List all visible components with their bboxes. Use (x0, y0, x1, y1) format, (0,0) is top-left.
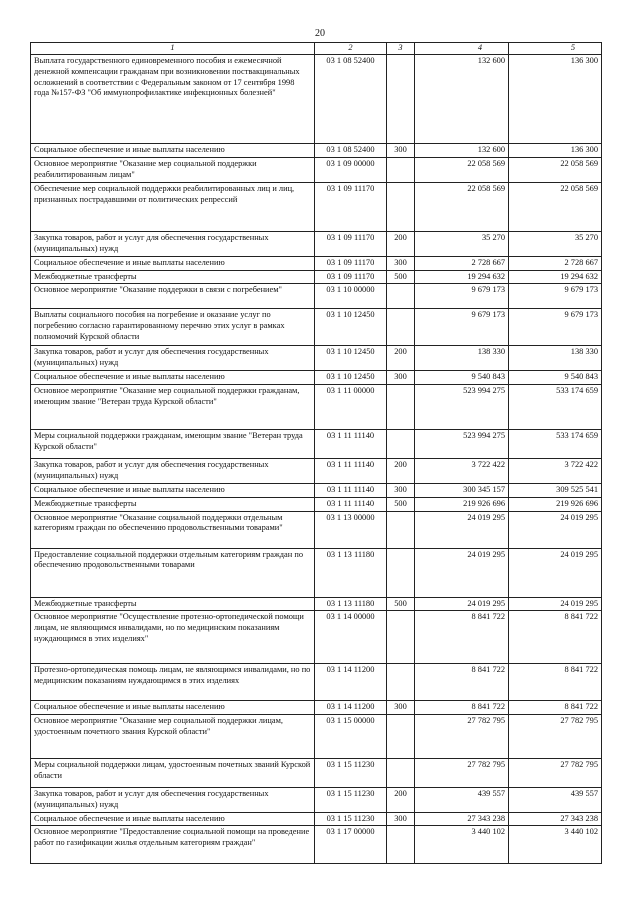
row-sum-year2-cell: 8 841 722 (509, 664, 602, 701)
table-body (31, 43, 602, 864)
table-row (31, 497, 602, 511)
row-sum-year2-cell: 136 300 (509, 55, 602, 144)
page-number: 20 (315, 28, 325, 39)
table-row (31, 256, 602, 270)
row-sum-year2-cell: 19 294 632 (509, 270, 602, 284)
row-sum-year1-cell: 24 019 295 (415, 511, 509, 548)
row-sum-year1-cell: 3 440 102 (415, 826, 509, 864)
row-code-cell: 03 1 17 00000 (315, 826, 387, 864)
row-sum-year2-cell: 22 058 569 (509, 182, 602, 231)
row-vr-cell (387, 664, 415, 701)
row-vr-cell (387, 548, 415, 597)
row-sum-year1-cell: 219 926 696 (415, 497, 509, 511)
row-vr-cell: 500 (387, 597, 415, 611)
row-sum-year1-cell: 132 600 (415, 55, 509, 144)
column-number: 5 (509, 43, 602, 55)
row-sum-year1-cell: 9 679 173 (415, 284, 509, 309)
row-code-cell: 03 1 09 11170 (315, 256, 387, 270)
table-row (31, 371, 602, 385)
table-row (31, 459, 602, 484)
row-sum-year2-cell: 439 557 (509, 788, 602, 813)
row-code-cell: 03 1 08 52400 (315, 55, 387, 144)
row-vr-cell: 300 (387, 371, 415, 385)
row-sum-year1-cell: 523 994 275 (415, 430, 509, 459)
row-name-cell: Выплаты социального пособия на погребение и оказание услуг по погребению согласно гарантированному перечню этих услуг в рамках полномочий Курской области (31, 309, 315, 346)
row-name-cell: Закупка товаров, работ и услуг для обеспечения государственных (муниципальных) нужд (31, 788, 315, 813)
row-code-cell: 03 1 11 11140 (315, 484, 387, 498)
row-sum-year1-cell: 22 058 569 (415, 182, 509, 231)
row-sum-year2-cell: 27 782 795 (509, 715, 602, 759)
row-name-cell: Меры социальной поддержки гражданам, имеющим звание "Ветеран труда Курской области" (31, 430, 315, 459)
row-name-cell: Межбюджетные трансферты (31, 597, 315, 611)
row-code-cell: 03 1 13 11180 (315, 597, 387, 611)
row-sum-year2-cell: 24 019 295 (509, 597, 602, 611)
row-name-cell: Основное мероприятие "Оказание мер социальной поддержки лицам, удостоенным почетного звания Курской области" (31, 715, 315, 759)
table-row (31, 182, 602, 231)
table-row (31, 309, 602, 346)
row-vr-cell: 300 (387, 701, 415, 715)
row-vr-cell (387, 385, 415, 430)
row-sum-year2-cell: 27 782 795 (509, 759, 602, 788)
table-row (31, 511, 602, 548)
row-sum-year1-cell: 439 557 (415, 788, 509, 813)
row-vr-cell: 500 (387, 497, 415, 511)
row-name-cell: Основное мероприятие "Предоставление социальной помощи на проведение работ по газификации жилья отдельным категориям граждан" (31, 826, 315, 864)
table-row (31, 664, 602, 701)
row-sum-year2-cell: 3 722 422 (509, 459, 602, 484)
row-vr-cell (387, 511, 415, 548)
row-code-cell: 03 1 09 11170 (315, 182, 387, 231)
row-name-cell: Основное мероприятие "Оказание мер социальной поддержки гражданам, имеющим звание "Ветеран труда Курской области" (31, 385, 315, 430)
row-code-cell: 03 1 14 11200 (315, 701, 387, 715)
row-vr-cell: 500 (387, 270, 415, 284)
row-name-cell: Основное мероприятие "Оказание поддержки в связи с погребением" (31, 284, 315, 309)
budget-table (30, 42, 602, 864)
row-vr-cell (387, 182, 415, 231)
row-code-cell: 03 1 13 11180 (315, 548, 387, 597)
row-vr-cell (387, 309, 415, 346)
table-row (31, 430, 602, 459)
row-vr-cell (387, 611, 415, 664)
table-row (31, 597, 602, 611)
row-sum-year2-cell: 138 330 (509, 346, 602, 371)
row-name-cell: Социальное обеспечение и иные выплаты населению (31, 701, 315, 715)
row-sum-year1-cell: 8 841 722 (415, 664, 509, 701)
row-vr-cell: 300 (387, 484, 415, 498)
row-sum-year2-cell: 8 841 722 (509, 701, 602, 715)
row-code-cell: 03 1 15 11230 (315, 812, 387, 826)
row-sum-year1-cell: 27 782 795 (415, 759, 509, 788)
row-sum-year2-cell: 24 019 295 (509, 511, 602, 548)
table-row (31, 759, 602, 788)
table-row (31, 231, 602, 256)
row-vr-cell (387, 715, 415, 759)
row-sum-year2-cell: 9 679 173 (509, 309, 602, 346)
row-sum-year1-cell: 9 679 173 (415, 309, 509, 346)
row-sum-year1-cell: 35 270 (415, 231, 509, 256)
row-sum-year1-cell: 24 019 295 (415, 597, 509, 611)
row-sum-year1-cell: 138 330 (415, 346, 509, 371)
table-row (31, 284, 602, 309)
row-name-cell: Протезно-ортопедическая помощь лицам, не являющимся инвалидами, но по медицинским показаниям нуждающимся в этих изделиях (31, 664, 315, 701)
row-sum-year1-cell: 24 019 295 (415, 548, 509, 597)
row-name-cell: Межбюджетные трансферты (31, 270, 315, 284)
row-name-cell: Закупка товаров, работ и услуг для обеспечения государственных (муниципальных) нужд (31, 346, 315, 371)
row-sum-year2-cell: 219 926 696 (509, 497, 602, 511)
table-row (31, 144, 602, 158)
table-row (31, 715, 602, 759)
row-sum-year1-cell: 19 294 632 (415, 270, 509, 284)
row-name-cell: Социальное обеспечение и иные выплаты населению (31, 371, 315, 385)
table-row (31, 270, 602, 284)
row-vr-cell (387, 284, 415, 309)
column-number: 4 (415, 43, 509, 55)
row-sum-year1-cell: 8 841 722 (415, 611, 509, 664)
row-vr-cell (387, 759, 415, 788)
table-row (31, 812, 602, 826)
table-row (31, 484, 602, 498)
row-code-cell: 03 1 10 00000 (315, 284, 387, 309)
row-sum-year2-cell: 309 525 541 (509, 484, 602, 498)
row-code-cell: 03 1 10 12450 (315, 309, 387, 346)
row-vr-cell (387, 55, 415, 144)
row-name-cell: Закупка товаров, работ и услуг для обеспечения государственных (муниципальных) нужд (31, 459, 315, 484)
row-vr-cell: 200 (387, 788, 415, 813)
row-code-cell: 03 1 08 52400 (315, 144, 387, 158)
table-row (31, 346, 602, 371)
row-name-cell: Меры социальной поддержки лицам, удостоенным почетных званий Курской области (31, 759, 315, 788)
row-code-cell: 03 1 10 12450 (315, 346, 387, 371)
row-vr-cell: 200 (387, 231, 415, 256)
row-sum-year2-cell: 533 174 659 (509, 385, 602, 430)
table-row (31, 788, 602, 813)
row-sum-year1-cell: 8 841 722 (415, 701, 509, 715)
row-vr-cell (387, 826, 415, 864)
row-code-cell: 03 1 11 11140 (315, 497, 387, 511)
row-vr-cell: 300 (387, 256, 415, 270)
row-sum-year1-cell: 523 994 275 (415, 385, 509, 430)
row-sum-year1-cell: 300 345 157 (415, 484, 509, 498)
row-sum-year1-cell: 27 343 238 (415, 812, 509, 826)
row-code-cell: 03 1 15 00000 (315, 715, 387, 759)
table-row (31, 157, 602, 182)
row-name-cell: Основное мероприятие "Оказание социальной поддержки отдельным категориям граждан по обеспечению продовольственными товарами" (31, 511, 315, 548)
row-code-cell: 03 1 15 11230 (315, 759, 387, 788)
row-code-cell: 03 1 11 00000 (315, 385, 387, 430)
row-name-cell: Закупка товаров, работ и услуг для обеспечения государственных (муниципальных) нужд (31, 231, 315, 256)
row-sum-year1-cell: 22 058 569 (415, 157, 509, 182)
row-name-cell: Выплата государственного единовременного пособия и ежемесячной денежной компенсации гражданам при возникновении поствакцинальных осложнений в соответствии с Федеральным законом от 17 сентября 1998 года №157-ФЗ "Об иммунопрофилактике инфекционных болезней" (31, 55, 315, 144)
row-vr-cell: 300 (387, 812, 415, 826)
row-code-cell: 03 1 10 12450 (315, 371, 387, 385)
row-code-cell: 03 1 14 00000 (315, 611, 387, 664)
row-sum-year2-cell: 22 058 569 (509, 157, 602, 182)
row-sum-year1-cell: 2 728 667 (415, 256, 509, 270)
table-row (31, 385, 602, 430)
row-sum-year2-cell: 9 540 843 (509, 371, 602, 385)
row-code-cell: 03 1 13 00000 (315, 511, 387, 548)
row-name-cell: Основное мероприятие "Оказание мер социальной поддержки реабилитированным лицам" (31, 157, 315, 182)
column-number: 3 (387, 43, 415, 55)
column-number-row (31, 43, 602, 55)
column-number: 2 (315, 43, 387, 55)
row-vr-cell: 300 (387, 144, 415, 158)
row-sum-year2-cell: 27 343 238 (509, 812, 602, 826)
row-sum-year1-cell: 27 782 795 (415, 715, 509, 759)
row-sum-year1-cell: 3 722 422 (415, 459, 509, 484)
row-vr-cell (387, 157, 415, 182)
row-sum-year2-cell: 35 270 (509, 231, 602, 256)
row-code-cell: 03 1 09 00000 (315, 157, 387, 182)
row-name-cell: Основное мероприятие "Осуществление протезно-ортопедической помощи лицам, не являющимся инвалидами, но по медицинским показаниям нуждающимся в этих изделиях" (31, 611, 315, 664)
row-vr-cell (387, 430, 415, 459)
table-row (31, 55, 602, 144)
row-sum-year2-cell: 2 728 667 (509, 256, 602, 270)
row-sum-year2-cell: 533 174 659 (509, 430, 602, 459)
row-sum-year1-cell: 132 600 (415, 144, 509, 158)
table-row (31, 611, 602, 664)
row-sum-year2-cell: 24 019 295 (509, 548, 602, 597)
row-sum-year2-cell: 9 679 173 (509, 284, 602, 309)
row-sum-year2-cell: 8 841 722 (509, 611, 602, 664)
row-name-cell: Социальное обеспечение и иные выплаты населению (31, 144, 315, 158)
row-code-cell: 03 1 15 11230 (315, 788, 387, 813)
column-number: 1 (31, 43, 315, 55)
row-name-cell: Предоставление социальной поддержки отдельным категориям граждан по обеспечению продовольственными товарами (31, 548, 315, 597)
table-row (31, 548, 602, 597)
row-name-cell: Межбюджетные трансферты (31, 497, 315, 511)
row-code-cell: 03 1 11 11140 (315, 459, 387, 484)
row-code-cell: 03 1 09 11170 (315, 270, 387, 284)
row-vr-cell: 200 (387, 459, 415, 484)
row-name-cell: Социальное обеспечение и иные выплаты населению (31, 812, 315, 826)
row-name-cell: Обеспечение мер социальной поддержки реабилитированных лиц и лиц, признанных пострадавшими от политических репрессий (31, 182, 315, 231)
row-sum-year2-cell: 3 440 102 (509, 826, 602, 864)
row-sum-year1-cell: 9 540 843 (415, 371, 509, 385)
row-code-cell: 03 1 11 11140 (315, 430, 387, 459)
row-name-cell: Социальное обеспечение и иные выплаты населению (31, 256, 315, 270)
row-code-cell: 03 1 09 11170 (315, 231, 387, 256)
table-row (31, 826, 602, 864)
row-sum-year2-cell: 136 300 (509, 144, 602, 158)
row-name-cell: Социальное обеспечение и иные выплаты населению (31, 484, 315, 498)
table-row (31, 701, 602, 715)
row-code-cell: 03 1 14 11200 (315, 664, 387, 701)
row-vr-cell: 200 (387, 346, 415, 371)
